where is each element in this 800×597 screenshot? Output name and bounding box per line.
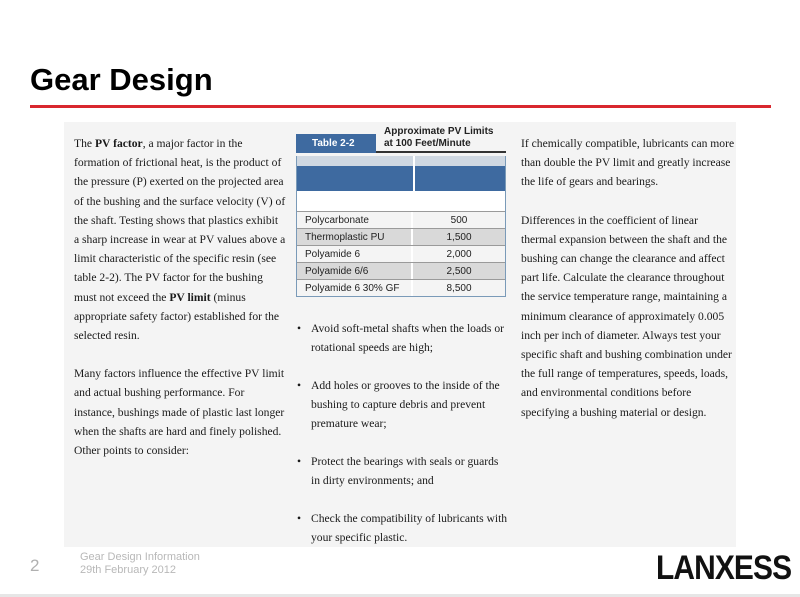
thermal-expansion-paragraph: Differences in the coefficient of linear thermal expansion between the shaft and the bushing can change the clearance and affect part life. Calculate the clearance throughout the service temperature range, maintaining a minimum clearance of approximately 0.005 inch per inch of diameter. Always test your specific shaft and bushing combination under the full range of temperatures, speeds, loads, and environmental conditions before specifying a bushing material or design.: [521, 213, 732, 419]
text-run: (minus appropriate safety factor) established for the selected resin.: [74, 290, 280, 343]
list-item: • Add holes or grooves to the inside of the bushing to capture debris and prevent premature wear;: [296, 376, 510, 434]
pv-limits-table: [296, 126, 506, 297]
page-number: 2: [30, 556, 40, 575]
material-cell: Thermoplastic PU: [297, 229, 413, 245]
footer-info: [80, 551, 200, 576]
footer-line: 29th February 2012: [80, 563, 177, 576]
bold-term-pv-factor: PV factor: [94, 137, 143, 150]
pv-value-cell: 500: [450, 215, 468, 226]
text-run: The: [74, 137, 95, 150]
bold-term-pv-limit: PV limit: [169, 290, 211, 304]
material-cell: Polyamide 6/6: [297, 263, 413, 279]
material-cell: Polycarbonate: [297, 212, 413, 228]
table-caption: [384, 126, 508, 149]
pv-value-cell: 2,000: [446, 249, 472, 260]
column-divider: [413, 156, 415, 211]
material-cell: Polyamide 6: [297, 246, 413, 262]
list-item: • Check the compatibility of lubricants with your specific plastic.: [296, 509, 510, 547]
lubricants-paragraph: If chemically compatible, lubricants can more than double the PV limit and greatly increase the life of gears and bearings.: [521, 137, 735, 189]
pv-value-cell: 1,500: [446, 232, 472, 243]
pv-value-cell: 2,500: [446, 266, 472, 277]
slide-title: Gear Design: [30, 62, 213, 97]
table-header-bands: [296, 156, 506, 211]
table-row: [297, 228, 505, 245]
right-text-column: [521, 134, 735, 441]
left-text-column: [74, 134, 286, 479]
text-run: , a major factor in the formation of frictional heat, is the product of the pressure (P) exerted on the projected area of the bushing and the surface velocity (V) of the shaft. Testing shows that plastics exhibit a sharp increase in wear at PV values above a limit characteristic of the specific resin (see table 2-2). The PV factor for the bushing must not exceed the: [74, 137, 286, 304]
table-row: [297, 279, 505, 296]
footer-line: Gear Design Information: [80, 551, 200, 563]
considerations-list: [296, 319, 510, 565]
pv-factor-paragraph: [74, 134, 286, 345]
pv-value-cell: 8,500: [446, 283, 472, 294]
table-header: [296, 126, 506, 156]
lanxess-logo: LANXESS: [656, 549, 792, 587]
title-divider: [30, 105, 771, 108]
table-tag: Table 2-2: [296, 134, 376, 153]
table-row: [297, 211, 505, 228]
table-row: [297, 245, 505, 262]
header-band-light: [297, 156, 505, 166]
caption-line: Approximate PV Limits: [384, 126, 494, 137]
list-item: • Avoid soft-metal shafts when the loads or rotational speeds are high;: [296, 319, 510, 357]
header-band-white: [297, 191, 505, 211]
header-band-blue: [297, 166, 505, 191]
material-cell: Polyamide 6 30% GF: [297, 280, 413, 296]
list-item: • Protect the bearings with seals or guards in dirty environments; and: [296, 452, 510, 490]
table-body: [296, 211, 506, 297]
table-row: [297, 262, 505, 279]
caption-underline: [376, 151, 506, 153]
factors-paragraph: Many factors influence the effective PV limit and actual bushing performance. For instance, bushings made of plastic last longer when the shafts are hard and finely polished. Other points to consider:: [74, 367, 285, 458]
caption-line: at 100 Feet/Minute: [384, 137, 471, 149]
